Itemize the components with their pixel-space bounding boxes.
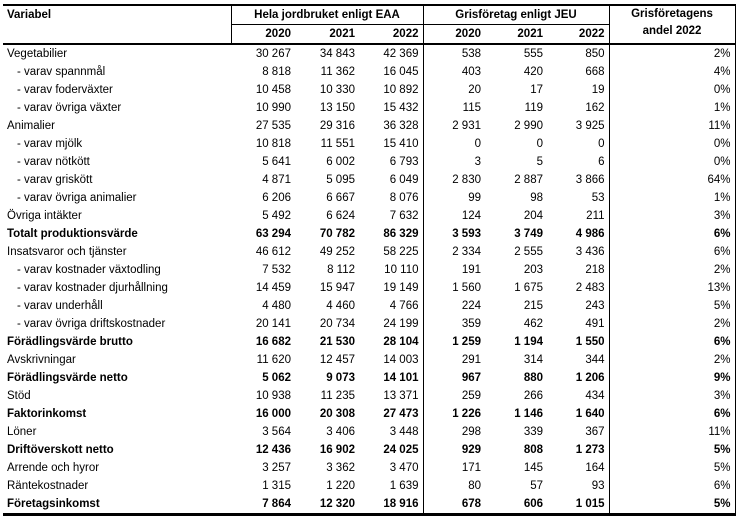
table-row <box>3 369 735 387</box>
row-label: Faktorinkomst <box>7 408 87 420</box>
row-share-value: 11% <box>609 423 735 441</box>
row-value: 6 667 <box>326 192 355 204</box>
row-value: 344 <box>547 351 609 369</box>
row-value: 7 632 <box>359 207 423 225</box>
row-value: 11 362 <box>320 66 355 78</box>
row-share-value: 2% <box>609 351 735 369</box>
row-value: 20 141 <box>255 318 291 330</box>
row-value: 850 <box>547 44 609 63</box>
row-share-value: 9% <box>609 369 735 387</box>
table-row <box>3 117 735 135</box>
row-value: 967 <box>461 372 481 384</box>
row-label: Totalt produktionsvärde <box>7 228 138 240</box>
row-value: 203 <box>523 264 543 276</box>
row-value: 880 <box>523 372 543 384</box>
row-label: - varav kostnader växtodling <box>17 264 161 276</box>
row-value: 21 530 <box>319 336 355 348</box>
row-label: Övriga intäkter <box>7 210 82 222</box>
table-row <box>3 387 735 405</box>
row-label: Animalier <box>7 120 55 132</box>
row-value: 259 <box>461 390 481 402</box>
row-value: 3 925 <box>547 117 609 135</box>
row-value: 14 101 <box>359 369 423 387</box>
row-value: 12 436 <box>255 444 291 456</box>
row-value: 58 225 <box>359 243 423 261</box>
row-value: 13 150 <box>319 102 355 114</box>
row-value: 4 766 <box>359 297 423 315</box>
row-value: 115 <box>462 102 481 114</box>
row-value: 291 <box>461 354 481 366</box>
row-label: Räntekostnader <box>7 480 89 492</box>
row-value: 15 410 <box>359 135 423 153</box>
row-value: 13 371 <box>359 387 423 405</box>
row-value: 3 436 <box>547 243 609 261</box>
table-row <box>3 279 735 297</box>
table-row <box>3 63 735 81</box>
table-row <box>3 207 735 225</box>
row-value: 2 887 <box>514 174 543 186</box>
row-value: 6 206 <box>262 192 291 204</box>
row-value: 1 226 <box>452 408 481 420</box>
row-value: 1 146 <box>514 408 543 420</box>
agriculture-income-table <box>3 4 736 516</box>
row-value: 4 986 <box>547 225 609 243</box>
row-value: 0 <box>547 135 609 153</box>
row-value: 0 <box>474 138 481 150</box>
row-value: 678 <box>461 498 481 510</box>
row-value: 49 252 <box>319 246 355 258</box>
row-value: 2 334 <box>452 246 481 258</box>
row-value: 7 864 <box>262 498 291 510</box>
share-header-line1: Grisföretagens <box>631 8 713 20</box>
table-row <box>3 495 735 515</box>
row-value: 1 675 <box>514 282 543 294</box>
column-header-share <box>609 5 735 44</box>
table-row <box>3 135 735 153</box>
row-value: 16 682 <box>255 336 291 348</box>
row-value: 14 003 <box>359 351 423 369</box>
row-value: 491 <box>547 315 609 333</box>
row-value: 0 <box>536 138 543 150</box>
row-value: 5 641 <box>262 156 291 168</box>
row-value: 538 <box>461 48 481 60</box>
row-value: 8 818 <box>262 66 291 78</box>
row-value: 12 457 <box>319 354 355 366</box>
row-value: 434 <box>547 387 609 405</box>
row-label: Företagsinkomst <box>7 498 100 510</box>
table-row <box>3 225 735 243</box>
row-value: 2 990 <box>514 120 543 132</box>
table-row <box>3 441 735 459</box>
row-label: Avskrivningar <box>7 354 76 366</box>
row-value: 808 <box>523 444 543 456</box>
row-value: 2 555 <box>514 246 543 258</box>
row-share-value: 6% <box>609 333 735 351</box>
row-share-value: 0% <box>609 135 735 153</box>
row-value: 15 432 <box>359 99 423 117</box>
row-value: 162 <box>547 99 609 117</box>
row-value: 367 <box>547 423 609 441</box>
row-value: 6 049 <box>359 171 423 189</box>
row-value: 20 734 <box>319 318 355 330</box>
row-share-value: 6% <box>609 225 735 243</box>
row-value: 191 <box>461 264 481 276</box>
row-value: 6 793 <box>359 153 423 171</box>
row-value: 1 550 <box>547 333 609 351</box>
row-value: 36 328 <box>359 117 423 135</box>
row-value: 1 259 <box>452 336 481 348</box>
row-value: 29 316 <box>319 120 355 132</box>
row-value: 606 <box>523 498 543 510</box>
row-value: 211 <box>547 207 609 225</box>
table-row <box>3 243 735 261</box>
table-row <box>3 459 735 477</box>
row-value: 80 <box>468 480 481 492</box>
row-value: 1 315 <box>262 480 291 492</box>
row-value: 27 535 <box>255 120 291 132</box>
row-value: 1 560 <box>452 282 481 294</box>
row-value: 63 294 <box>255 228 291 240</box>
row-share-value: 1% <box>609 99 735 117</box>
row-label: Förädlingsvärde netto <box>7 372 128 384</box>
row-label: Insatsvaror och tjänster <box>7 246 127 258</box>
row-value: 8 112 <box>327 264 355 276</box>
table-row <box>3 315 735 333</box>
row-value: 3 <box>474 156 481 168</box>
row-value: 119 <box>524 102 543 114</box>
row-value: 4 460 <box>326 300 355 312</box>
table-row <box>3 477 735 495</box>
row-value: 4 871 <box>262 174 291 186</box>
year-header-jeu-2021: 2021 <box>485 25 547 45</box>
row-share-value: 13% <box>609 279 735 297</box>
row-share-value: 5% <box>609 459 735 477</box>
row-value: 298 <box>461 426 481 438</box>
table-row <box>3 405 735 423</box>
row-value: 5 062 <box>262 372 291 384</box>
row-value: 16 045 <box>359 63 423 81</box>
row-share-value: 1% <box>609 189 735 207</box>
row-value: 16 000 <box>255 408 291 420</box>
row-value: 218 <box>547 261 609 279</box>
row-share-value: 6% <box>609 243 735 261</box>
row-label: - varav griskött <box>17 174 93 186</box>
row-share-value: 64% <box>609 171 735 189</box>
row-label: - varav kostnader djurhållning <box>17 282 168 294</box>
row-label: - varav underhåll <box>17 300 103 312</box>
row-value: 19 <box>547 81 609 99</box>
row-share-value: 0% <box>609 81 735 99</box>
row-value: 10 330 <box>319 84 355 96</box>
row-value: 124 <box>461 210 481 222</box>
row-value: 462 <box>523 318 543 330</box>
row-value: 86 329 <box>359 225 423 243</box>
row-value: 171 <box>461 462 481 474</box>
row-value: 668 <box>547 63 609 81</box>
table-row <box>3 99 735 117</box>
row-value: 17 <box>530 84 543 96</box>
table-row <box>3 423 735 441</box>
row-share-value: 11% <box>609 117 735 135</box>
row-value: 10 818 <box>255 138 291 150</box>
row-value: 1 015 <box>547 495 609 515</box>
row-value: 57 <box>530 480 543 492</box>
table-row <box>3 81 735 99</box>
row-value: 16 902 <box>319 444 355 456</box>
row-value: 4 480 <box>262 300 291 312</box>
row-value: 8 076 <box>359 189 423 207</box>
row-share-value: 5% <box>609 297 735 315</box>
table-row <box>3 44 735 63</box>
row-value: 70 782 <box>319 228 355 240</box>
row-value: 359 <box>461 318 481 330</box>
row-value: 5 095 <box>326 174 355 186</box>
row-value: 2 483 <box>547 279 609 297</box>
row-label: Förädlingsvärde brutto <box>7 336 133 348</box>
row-value: 3 866 <box>547 171 609 189</box>
row-value: 10 458 <box>255 84 291 96</box>
row-value: 11 551 <box>320 138 355 150</box>
row-label: - varav foderväxter <box>17 84 113 96</box>
row-value: 3 749 <box>514 228 543 240</box>
row-value: 24 199 <box>359 315 423 333</box>
row-value: 3 362 <box>326 462 355 474</box>
row-value: 53 <box>547 189 609 207</box>
row-value: 1 273 <box>547 441 609 459</box>
row-share-value: 5% <box>609 495 735 515</box>
row-value: 243 <box>547 297 609 315</box>
row-value: 10 892 <box>359 81 423 99</box>
row-value: 10 990 <box>255 102 291 114</box>
row-value: 215 <box>523 300 543 312</box>
row-value: 15 947 <box>319 282 355 294</box>
row-share-value: 5% <box>609 441 735 459</box>
row-value: 14 459 <box>255 282 291 294</box>
row-label: - varav mjölk <box>17 138 83 150</box>
row-value: 5 492 <box>262 210 291 222</box>
row-value: 34 843 <box>319 48 355 60</box>
row-label: Driftöverskott netto <box>7 444 114 456</box>
row-value: 6 624 <box>326 210 355 222</box>
row-label: - varav övriga växter <box>17 102 122 114</box>
share-header-line2: andel 2022 <box>642 25 702 37</box>
row-value: 24 025 <box>359 441 423 459</box>
row-value: 145 <box>523 462 543 474</box>
row-value: 42 369 <box>359 44 423 63</box>
row-value: 555 <box>523 48 543 60</box>
row-share-value: 2% <box>609 261 735 279</box>
row-value: 3 470 <box>359 459 423 477</box>
row-value: 3 406 <box>326 426 355 438</box>
row-value: 2 830 <box>452 174 481 186</box>
row-value: 28 104 <box>359 333 423 351</box>
row-value: 99 <box>468 192 481 204</box>
row-value: 1 640 <box>547 405 609 423</box>
row-value: 3 593 <box>452 228 481 240</box>
row-value: 204 <box>523 210 543 222</box>
row-value: 3 448 <box>359 423 423 441</box>
row-value: 10 110 <box>359 261 423 279</box>
column-header-variabel: Variabel <box>3 5 231 44</box>
row-label: - varav nötkött <box>17 156 90 168</box>
row-share-value: 6% <box>609 477 735 495</box>
row-value: 929 <box>461 444 481 456</box>
row-value: 6 <box>547 153 609 171</box>
row-value: 93 <box>547 477 609 495</box>
row-value: 3 257 <box>262 462 291 474</box>
table-body <box>3 44 735 515</box>
year-header-eaa-2021: 2021 <box>295 25 359 45</box>
year-header-eaa-2020: 2020 <box>231 25 295 45</box>
year-header-jeu-2022: 2022 <box>547 25 609 45</box>
row-share-value: 3% <box>609 207 735 225</box>
row-value: 11 620 <box>256 354 291 366</box>
row-value: 19 149 <box>359 279 423 297</box>
row-value: 164 <box>547 459 609 477</box>
row-value: 20 308 <box>319 408 355 420</box>
column-group-eaa: Hela jordbruket enligt EAA <box>231 5 423 25</box>
row-label: Arrende och hyror <box>7 462 100 474</box>
table-row <box>3 351 735 369</box>
table-row <box>3 153 735 171</box>
row-label: - varav övriga driftskostnader <box>17 318 166 330</box>
row-share-value: 6% <box>609 405 735 423</box>
row-value: 314 <box>523 354 543 366</box>
row-value: 10 938 <box>255 390 291 402</box>
row-value: 3 564 <box>262 426 291 438</box>
row-share-value: 2% <box>609 44 735 63</box>
row-value: 1 220 <box>326 480 355 492</box>
row-value: 6 002 <box>326 156 355 168</box>
row-value: 1 206 <box>547 369 609 387</box>
row-share-value: 2% <box>609 315 735 333</box>
row-value: 12 320 <box>319 498 355 510</box>
row-share-value: 4% <box>609 63 735 81</box>
row-value: 266 <box>523 390 543 402</box>
row-value: 403 <box>461 66 481 78</box>
row-value: 27 473 <box>359 405 423 423</box>
row-value: 20 <box>468 84 481 96</box>
row-value: 9 073 <box>326 372 355 384</box>
table-row <box>3 171 735 189</box>
row-value: 11 235 <box>320 390 355 402</box>
row-label: Stöd <box>7 390 31 402</box>
row-label: Vegetabilier <box>7 48 68 60</box>
table-row <box>3 189 735 207</box>
row-share-value: 3% <box>609 387 735 405</box>
year-header-jeu-2020: 2020 <box>423 25 485 45</box>
row-label: Löner <box>7 426 37 438</box>
row-value: 1 639 <box>359 477 423 495</box>
row-share-value: 0% <box>609 153 735 171</box>
row-value: 46 612 <box>255 246 291 258</box>
year-header-eaa-2022: 2022 <box>359 25 423 45</box>
row-value: 224 <box>461 300 481 312</box>
row-value: 18 916 <box>359 495 423 515</box>
row-value: 339 <box>523 426 543 438</box>
table-row <box>3 297 735 315</box>
table-row <box>3 333 735 351</box>
row-label: - varav spannmål <box>17 66 106 78</box>
table-header <box>3 5 735 44</box>
row-value: 420 <box>523 66 543 78</box>
row-value: 5 <box>536 156 543 168</box>
row-value: 30 267 <box>255 48 291 60</box>
row-value: 1 194 <box>514 336 543 348</box>
table-row <box>3 261 735 279</box>
row-label: - varav övriga animalier <box>17 192 137 204</box>
row-value: 98 <box>530 192 543 204</box>
column-group-jeu: Grisföretag enligt JEU <box>423 5 609 25</box>
row-value: 7 532 <box>262 264 291 276</box>
row-value: 2 931 <box>452 120 481 132</box>
